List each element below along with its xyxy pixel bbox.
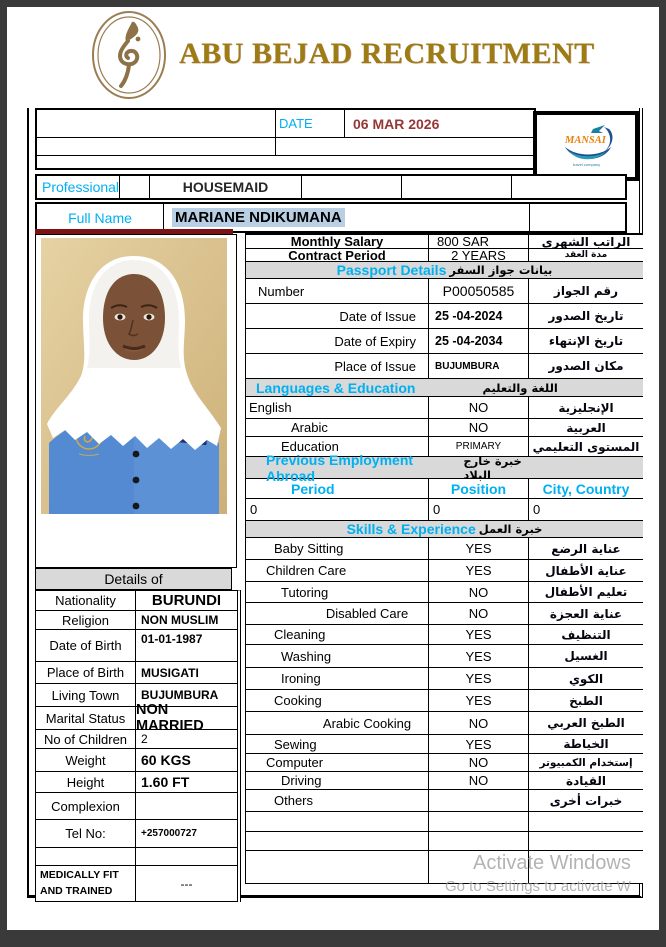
- detail-value[interactable]: MUSIGATI: [141, 665, 199, 680]
- skill-label: Ironing: [246, 668, 429, 689]
- empty-cell[interactable]: [530, 204, 625, 231]
- detail-label: Date of Birth: [36, 630, 136, 661]
- plane-icon: [591, 125, 605, 133]
- professional-label: Professional: [37, 176, 120, 198]
- detail-value[interactable]: ---: [180, 876, 193, 891]
- english-arabic: الإنجليزية: [558, 400, 614, 415]
- salary-arabic: الراتب الشهري: [541, 235, 631, 248]
- section-title: Skills & Experience: [346, 521, 476, 537]
- agency-logo-box[interactable]: [533, 111, 639, 177]
- table-row: [36, 702, 237, 734]
- education-value[interactable]: PRIMARY: [429, 437, 529, 456]
- table-row: [246, 279, 643, 304]
- table-row: [36, 793, 237, 820]
- skills-section-header: [246, 521, 643, 538]
- detail-value[interactable]: NON MARRIED: [136, 702, 204, 734]
- detail-label: Tel No:: [36, 820, 136, 847]
- skill-label: Baby Sitting: [246, 538, 429, 559]
- detail-label: Marital Status: [36, 707, 136, 729]
- svg-text:travel company: travel company: [573, 162, 601, 167]
- table-row: [36, 866, 237, 902]
- skill-label: Tutoring: [246, 582, 429, 602]
- position-value[interactable]: 0: [429, 499, 529, 520]
- empty-cell[interactable]: [246, 832, 429, 850]
- empty-cell[interactable]: [529, 812, 643, 831]
- date-of-expiry-value[interactable]: 25 -04-2034: [429, 329, 529, 353]
- period-column-header: Period: [246, 479, 429, 498]
- detail-label: MEDICALLY FIT AND TRAINED: [36, 866, 136, 901]
- date-of-issue-value[interactable]: 25 -04-2024: [429, 304, 529, 328]
- details-table: [35, 590, 241, 902]
- full-name-label: Full Name: [37, 204, 164, 231]
- skill-arabic: تعليم الأطفال: [544, 585, 628, 599]
- detail-label: Weight: [36, 749, 136, 771]
- detail-label: Living Town: [36, 684, 136, 706]
- table-row: [246, 690, 643, 712]
- empty-cell[interactable]: [120, 176, 150, 198]
- detail-label: Nationality: [36, 591, 136, 610]
- empty-cell[interactable]: [37, 156, 534, 168]
- skill-arabic: عناية العجزة: [549, 606, 623, 621]
- skill-arabic: إستخدام الكمبيوتر: [539, 756, 633, 769]
- empty-cell[interactable]: [37, 138, 276, 155]
- table-row: [246, 397, 643, 419]
- skill-arabic: خبرات أخرى: [549, 793, 623, 808]
- contract-arabic: مدة العقد: [564, 250, 608, 260]
- date-label: DATE: [276, 110, 345, 137]
- table-row: [246, 329, 643, 354]
- previous-employment-header: [246, 451, 643, 484]
- empty-cell[interactable]: [429, 812, 529, 831]
- skill-value[interactable]: YES: [429, 735, 529, 753]
- date-of-expiry-label: Date of Expiry: [246, 329, 429, 353]
- city-country-column-header: City, Country: [542, 480, 630, 497]
- detail-value[interactable]: NON MUSLIM: [141, 613, 219, 627]
- education-label: Education: [246, 437, 429, 456]
- empty-cell[interactable]: [429, 832, 529, 850]
- date-table: [35, 108, 536, 170]
- passport-number-value[interactable]: P00050585: [429, 279, 529, 303]
- empty-cell[interactable]: [302, 176, 402, 198]
- passport-number-label: Number: [246, 279, 429, 303]
- form-page: [7, 7, 659, 930]
- passport-section-header: [246, 262, 643, 279]
- skill-label: Cleaning: [246, 625, 429, 644]
- detail-value[interactable]: BUJUMBURA: [141, 688, 219, 702]
- detail-label: Religion: [36, 611, 136, 629]
- table-row: [246, 603, 643, 625]
- skill-value[interactable]: NO: [429, 582, 529, 602]
- table-row: [37, 138, 534, 156]
- period-value[interactable]: 0: [246, 499, 429, 520]
- section-title: Passport Details: [336, 262, 447, 278]
- skill-value[interactable]: YES: [429, 560, 529, 581]
- skill-value[interactable]: NO: [429, 712, 529, 734]
- svg-text:MANSAI: MANSAI: [565, 135, 606, 146]
- activate-windows-watermark: Activate Windows: [473, 852, 631, 874]
- detail-value[interactable]: [136, 793, 237, 819]
- skill-value[interactable]: NO: [429, 772, 529, 789]
- place-of-issue-value[interactable]: BUJUMBURA: [429, 354, 529, 378]
- date-of-expiry-arabic: تاريخ الإنتهاء: [548, 334, 624, 348]
- table-row: [246, 735, 643, 754]
- contract-label: Contract Period: [246, 249, 429, 261]
- selected-text-highlight[interactable]: MARIANE NDIKUMANA: [172, 208, 345, 227]
- skill-arabic: الطبخ: [569, 693, 603, 708]
- table-row: [36, 848, 237, 866]
- detail-label: No of Children: [36, 730, 136, 748]
- table-row: [37, 156, 534, 168]
- salary-value[interactable]: 800 SAR: [429, 235, 529, 248]
- skill-label: Disabled Care: [246, 603, 429, 624]
- table-row: [246, 712, 643, 735]
- table-row: [246, 832, 643, 851]
- page-title: ABU BEJAD RECRUITMENT: [179, 37, 595, 70]
- section-title: Languages & Education: [256, 379, 416, 396]
- skill-label: Arabic Cooking: [246, 712, 429, 734]
- skill-arabic: عناية الأطفال: [545, 563, 627, 578]
- empty-cell[interactable]: [246, 812, 429, 831]
- calligraphy-logo-icon: [88, 8, 170, 102]
- detail-label: Height: [36, 772, 136, 792]
- skill-value[interactable]: YES: [429, 645, 529, 667]
- skill-value[interactable]: YES: [429, 538, 529, 559]
- skill-label: Cooking: [246, 690, 429, 711]
- skill-arabic: عناية الرضع: [551, 541, 621, 556]
- table-row: [246, 538, 643, 560]
- arabic-arabic: العربية: [566, 420, 606, 435]
- english-label: English: [246, 397, 429, 418]
- skill-value[interactable]: YES: [429, 690, 529, 711]
- table-row: [246, 668, 643, 690]
- detail-value[interactable]: BURUNDI: [151, 592, 222, 609]
- table-row: [246, 499, 643, 521]
- skill-value[interactable]: [429, 790, 529, 811]
- arabic-label: Arabic: [246, 419, 429, 436]
- skill-value[interactable]: NO: [429, 754, 529, 771]
- table-row: [246, 479, 643, 499]
- skill-label: Driving: [246, 772, 429, 789]
- detail-value[interactable]: 2: [141, 732, 148, 746]
- table-row: [246, 772, 643, 790]
- skill-label: Computer: [246, 754, 429, 771]
- detail-label: Place of Birth: [36, 662, 136, 683]
- skill-arabic: الطبخ العربي: [547, 716, 625, 730]
- table-row: [246, 249, 643, 262]
- table-row: [246, 354, 643, 379]
- table-row: [246, 645, 643, 668]
- table-row: [36, 749, 237, 772]
- table-row: [36, 772, 237, 793]
- table-row: [246, 560, 643, 582]
- skill-arabic: القيادة: [566, 773, 606, 788]
- contract-value[interactable]: 2 YEARS: [429, 249, 529, 261]
- agency-logo: [559, 121, 617, 174]
- table-row: [36, 630, 237, 662]
- table-row: [246, 235, 643, 249]
- table-row: [246, 812, 643, 832]
- skill-arabic: الكوي: [568, 671, 604, 686]
- empty-cell[interactable]: [246, 851, 429, 883]
- table-row: [37, 110, 534, 138]
- skill-value[interactable]: NO: [429, 603, 529, 624]
- skill-arabic: الغسيل: [564, 649, 608, 663]
- table-row: [246, 419, 643, 437]
- skill-arabic: التنظيف: [561, 627, 611, 642]
- full-name-value[interactable]: [164, 204, 530, 231]
- skill-arabic: الخياطة: [563, 737, 609, 751]
- activate-windows-subtext: Go to Settings to activate W: [445, 878, 631, 895]
- detail-label: [36, 848, 136, 865]
- section-title: Previous Employment Abroad: [266, 451, 414, 484]
- table-row: [246, 304, 643, 329]
- place-of-issue-label: Place of Issue: [246, 354, 429, 378]
- date-value[interactable]: 06 MAR 2026: [353, 115, 440, 132]
- empty-cell[interactable]: [37, 110, 276, 137]
- table-row: [36, 820, 237, 848]
- table-row: [36, 730, 237, 749]
- portrait-photo[interactable]: [41, 238, 227, 514]
- section-title-arabic: اللغة والتعليم: [482, 380, 558, 395]
- detail-value[interactable]: 1.60 FT: [141, 774, 190, 790]
- detail-value[interactable]: 60 KGS: [141, 752, 191, 768]
- date-of-issue-label: Date of Issue: [246, 304, 429, 328]
- empty-cell[interactable]: [529, 832, 643, 850]
- section-title-arabic: بيانات جواز السفر: [449, 263, 553, 277]
- table-row: [246, 754, 643, 772]
- salary-label: Monthly Salary: [246, 235, 429, 248]
- empty-cell[interactable]: [512, 176, 625, 198]
- table-row: [246, 625, 643, 645]
- place-of-issue-arabic: مكان الصدور: [548, 359, 624, 373]
- skill-value[interactable]: YES: [429, 625, 529, 644]
- details-section-header: Details of: [35, 568, 232, 590]
- photo-cell: [35, 234, 237, 568]
- english-value[interactable]: NO: [429, 397, 529, 418]
- section-title-arabic: خبرة خارج البلاد: [463, 453, 522, 482]
- detail-label: Complexion: [36, 793, 136, 819]
- skill-value[interactable]: YES: [429, 668, 529, 689]
- position-column-header: Position: [429, 479, 529, 498]
- professional-row: [35, 174, 627, 200]
- table-row: [36, 591, 237, 611]
- languages-section-header: [246, 379, 643, 397]
- passport-number-arabic: رقم الجواز: [553, 284, 619, 298]
- detail-value[interactable]: [136, 848, 237, 865]
- empty-cell[interactable]: [402, 176, 512, 198]
- arabic-value[interactable]: NO: [429, 419, 529, 436]
- skill-label: Sewing: [246, 735, 429, 753]
- date-of-issue-arabic: تاريخ الصدور: [548, 309, 624, 323]
- detail-value[interactable]: 01-01-1987: [141, 632, 203, 646]
- professional-value[interactable]: HOUSEMAID: [150, 176, 302, 198]
- skill-label: Children Care: [246, 560, 429, 581]
- skill-label: Washing: [246, 645, 429, 667]
- education-arabic: المستوى التعليمي: [532, 439, 640, 454]
- section-title-arabic: خبرة العمل: [478, 522, 543, 536]
- city-country-value[interactable]: 0: [533, 502, 541, 517]
- table-row: [246, 582, 643, 603]
- table-row: [246, 790, 643, 812]
- skill-label: Others: [246, 790, 429, 811]
- table-row: [36, 662, 237, 684]
- table-row: [36, 611, 237, 630]
- detail-value[interactable]: +257000727: [141, 828, 197, 839]
- main-info-table: [245, 233, 643, 884]
- empty-cell[interactable]: [276, 138, 534, 155]
